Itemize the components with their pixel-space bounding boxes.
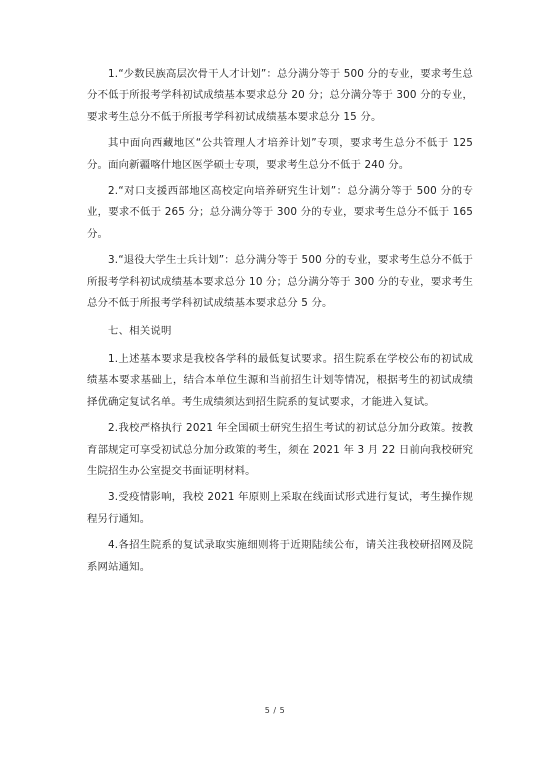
document-body — [87, 64, 473, 578]
paragraph-veteran-student-plan: 3.“退役大学生士兵计划”：总分满分等于 500 分的专业，要求考生总分不低于所报考学科初试成绩基本要求总分 10 分；总分满分等于 300 分的专业，要求考生总分不低于所报考学科初试成绩基本要求总分 5 分。 — [87, 254, 473, 310]
section-heading-related-notes: 七、相关说明 — [108, 325, 172, 338]
paragraph-tibet-xinjiang-special: 其中面向西藏地区“公共管理人才培养计划”专项，要求考生总分不低于 125 分。面向新疆喀什地区医学硕士专项，要求考生总分不低于 240 分。 — [87, 137, 473, 171]
paragraph-admission-rules: 4.各招生院系的复试录取实施细则将于近期陆续公布，请关注我校研招网及院系网站通知。 — [87, 539, 473, 573]
paragraph-online-interview: 3.受疫情影响，我校 2021 年原则上采取在线面试形式进行复试，考生操作规程另行通知。 — [87, 491, 473, 525]
paragraph-western-support-plan: 2.“对口支援西部地区高校定向培养研究生计划”：总分满分等于 500 分的专业，要求不低于 265 分；总分满分等于 300 分的专业，要求考生总分不低于 165 分。 — [87, 185, 473, 240]
paragraph-minimum-requirements: 1.上述基本要求是我校各学科的最低复试要求。招生院系在学校公布的初试成绩基本要求基础上，结合本单位生源和当前招生计划等情况，根据考生的初试成绩择优确定复试名单。考生成绩须达到招生院系的复试要求，才能进入复试。 — [87, 352, 473, 408]
paragraph-minority-talent-plan: 1.“少数民族高层次骨干人才计划”：总分满分等于 500 分的专业，要求考生总分不低于所报考学科初试成绩基本要求总分 20 分；总分满分等于 300 分的专业，要求考生总分不低于所报考学科初试成绩基本要求总分 15 分。 — [87, 68, 473, 123]
paragraph-bonus-points-policy: 2.我校严格执行 2021 年全国硕士研究生招生考试的初试总分加分政策。按教育部规定可享受初试总分加分政策的考生，须在 2021 年 3 月 22 日前向我校研究生院招生办公室提交书面证明材料。 — [87, 422, 473, 477]
page-number: 5 / 5 — [264, 706, 286, 715]
